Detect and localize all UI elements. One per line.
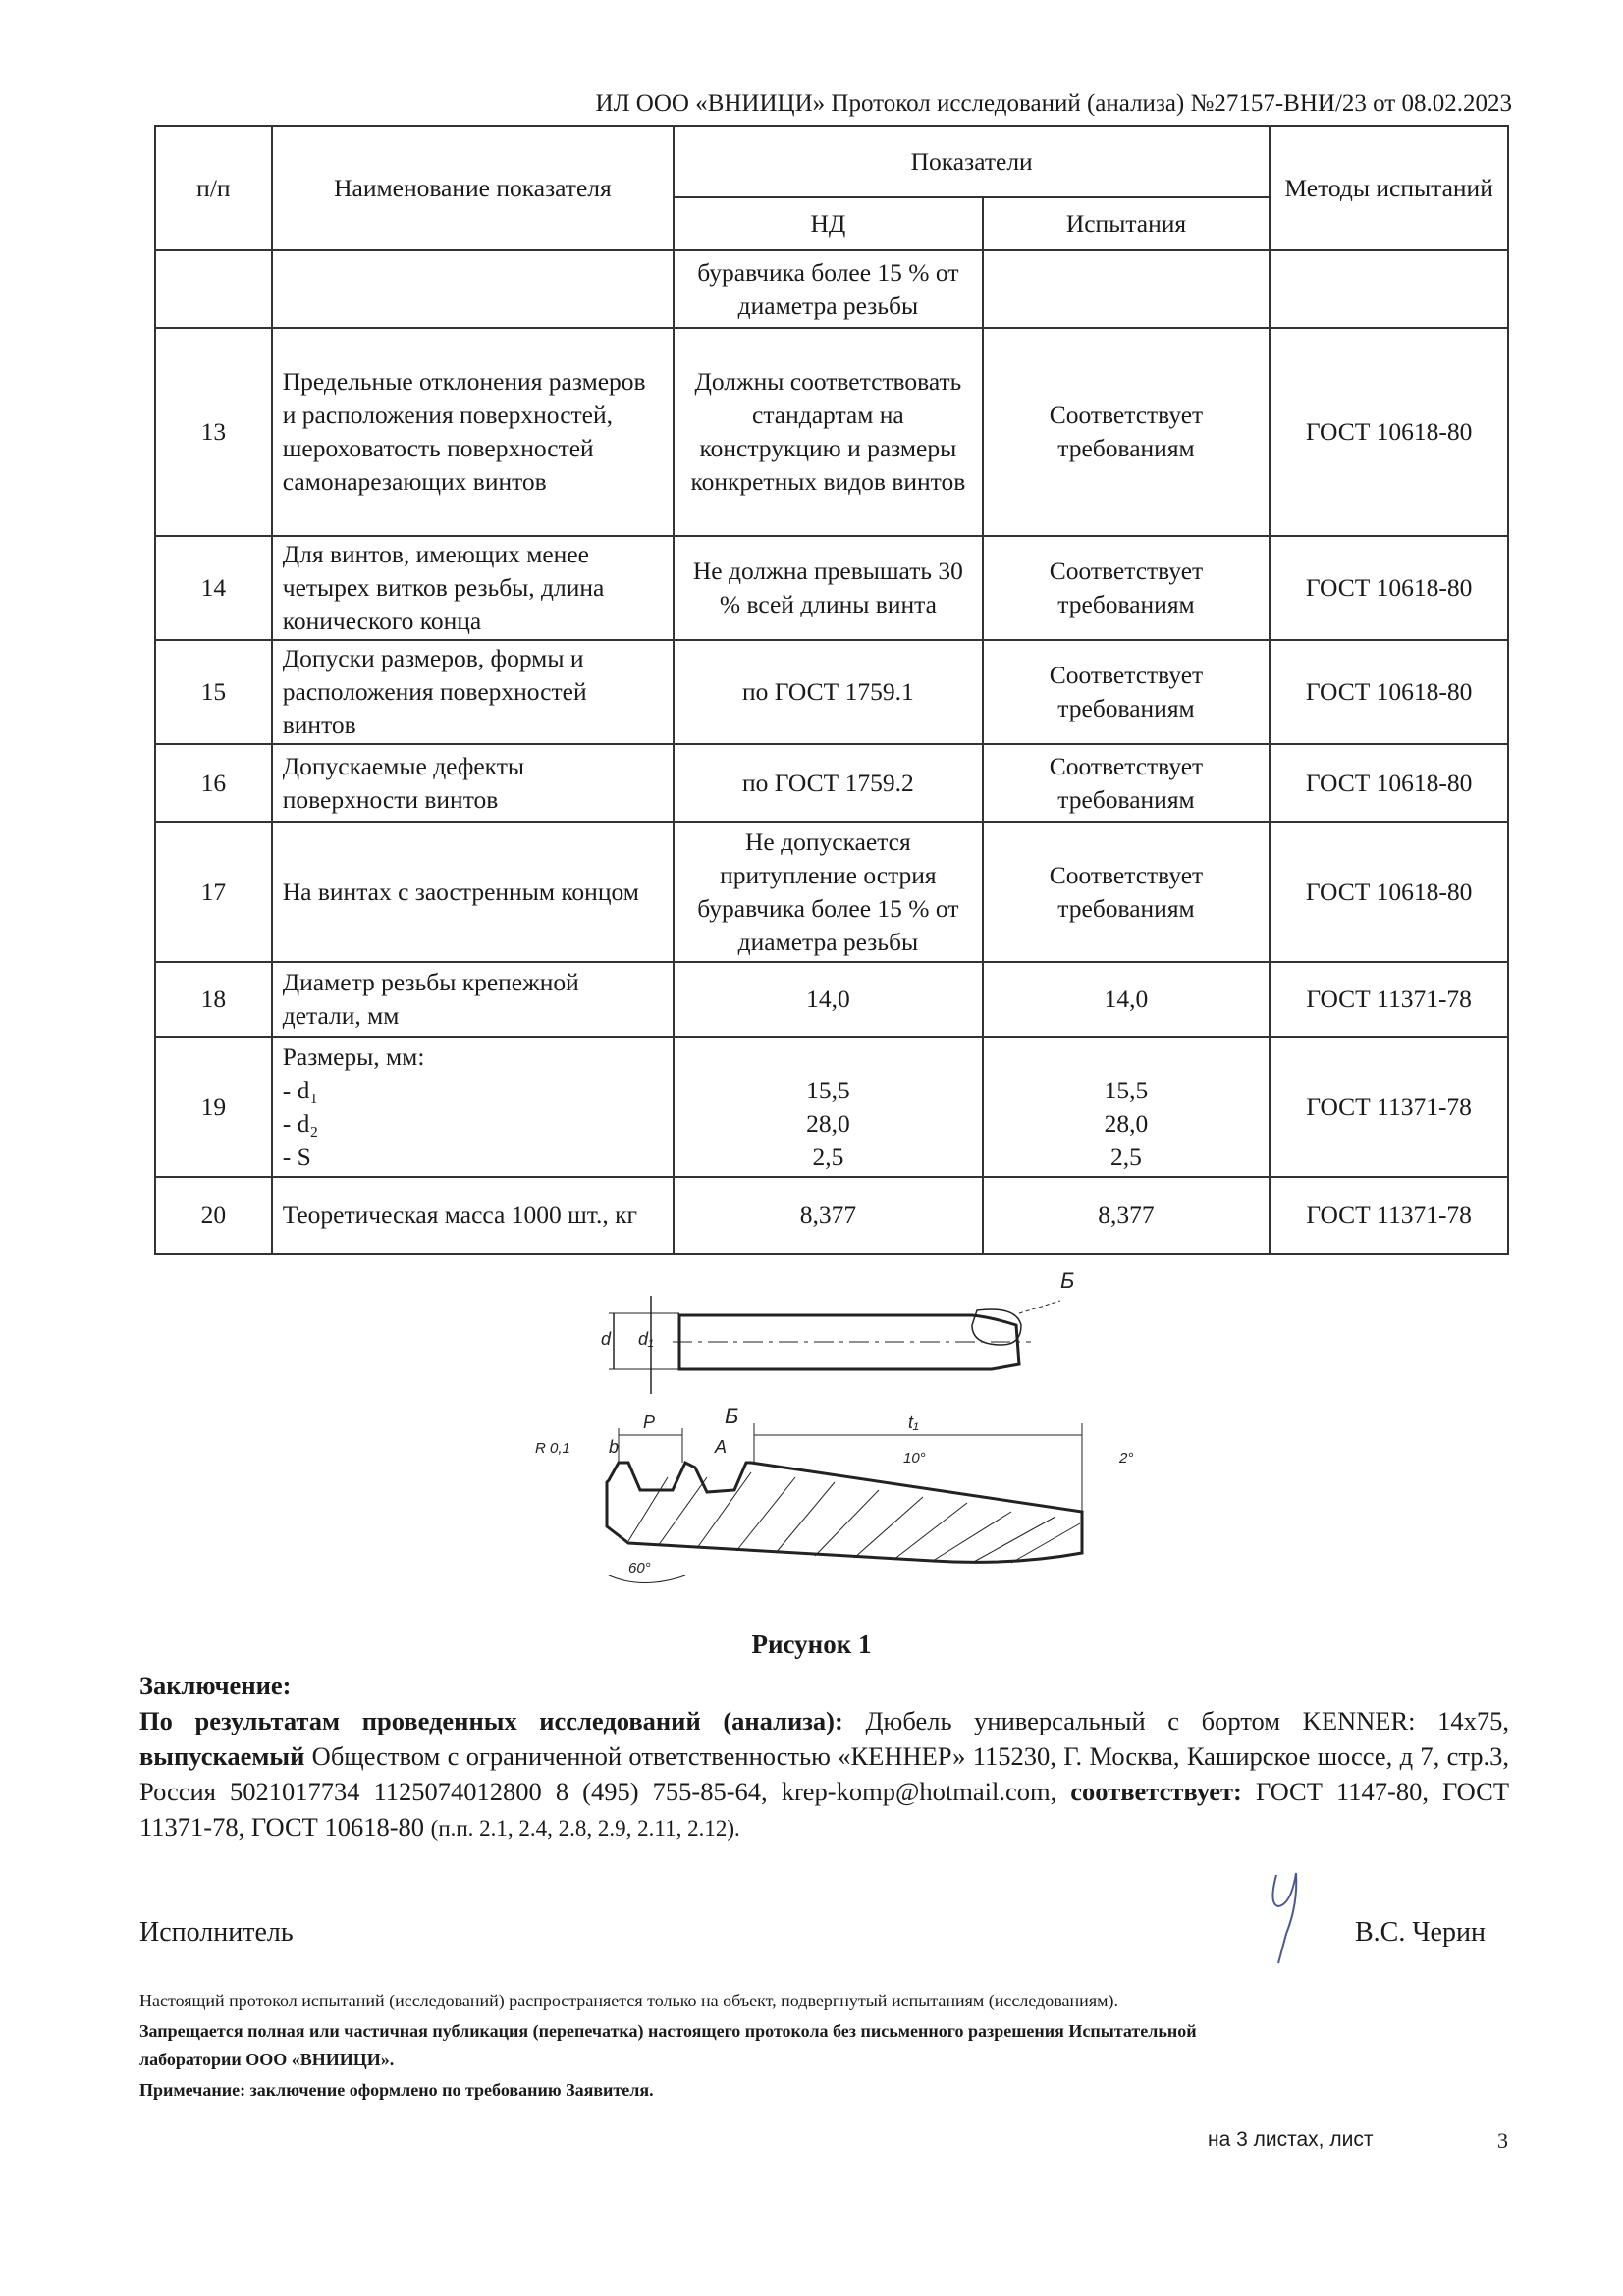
col-indicators-header: Показатели	[674, 126, 1270, 197]
cell-nd: 14,0	[674, 962, 983, 1037]
test-d1: 15,5	[1104, 1075, 1149, 1104]
cell-nd	[674, 1037, 983, 1177]
test-s: 2,5	[1110, 1142, 1142, 1171]
cell-num: 13	[155, 328, 272, 536]
note-remark: Примечание: заключение оформлено по требованию Заявителя.	[139, 2080, 654, 2100]
cell-nd: по ГОСТ 1759.1	[674, 640, 983, 744]
conclusion-standards: ГОСТ 1147-80, ГОСТ 11371-78, ГОСТ 10618-80	[139, 1777, 1510, 1842]
figure-caption: Рисунок 1	[751, 1629, 872, 1659]
cell-test: Соответствует требованиям	[983, 822, 1271, 962]
nd-d2: 28,0	[806, 1108, 850, 1138]
page-number: 3	[1497, 2128, 1508, 2153]
cell-method: ГОСТ 11371-78	[1270, 1177, 1508, 1254]
cell-nd: по ГОСТ 1759.2	[674, 744, 983, 822]
cell-method: ГОСТ 10618-80	[1270, 328, 1508, 536]
screw-side-view	[609, 1296, 1060, 1394]
table-row	[155, 1177, 1508, 1254]
cell-test: Соответствует требованиям	[983, 328, 1271, 536]
cell-nd: Не допускается притупление острия буравчика более 15 % от диаметра резьбы	[674, 822, 983, 962]
cell-test: Соответствует требованиям	[983, 744, 1271, 822]
cell-test: 14,0	[983, 962, 1271, 1037]
label-b-mid: Б	[725, 1404, 739, 1428]
conclusion-released: выпускаемый	[139, 1741, 305, 1771]
cell-method: ГОСТ 10618-80	[1270, 640, 1508, 744]
cell-name: Диаметр резьбы крепежной детали, мм	[272, 962, 674, 1037]
cell-nd: Не должна превышать 30 % всей длины винта	[674, 536, 983, 640]
col-nd-header: НД	[674, 197, 983, 250]
table-row	[155, 536, 1508, 640]
cell-name: Предельные отклонения размеров и расположения поверхностей, шероховатость поверхностей самонарезающих винтов	[272, 328, 674, 536]
col-test-header: Испытания	[983, 197, 1271, 250]
thread-section	[607, 1423, 1082, 1583]
dimensions-label: Размеры, мм:	[282, 1041, 425, 1071]
cell-nd: 8,377	[674, 1177, 983, 1254]
table-row	[155, 250, 1508, 328]
label-a: A	[715, 1437, 728, 1457]
table-row	[155, 640, 1508, 744]
cell-name: Теоретическая масса 1000 шт., кг	[272, 1177, 674, 1254]
conclusion-text	[139, 1703, 1509, 1846]
label-b-top: Б	[1060, 1268, 1075, 1293]
table-row	[155, 744, 1508, 822]
label-angle-10: 10°	[903, 1450, 926, 1467]
label-b: b	[609, 1437, 620, 1457]
label-angle-2: 2°	[1119, 1450, 1134, 1467]
cell-num: 16	[155, 744, 272, 822]
cell-nd: Должны соответствовать стандартам на конструкцию и размеры конкретных видов винтов	[674, 328, 983, 536]
results-table	[154, 125, 1509, 1255]
note-scope: Настоящий протокол испытаний (исследований) распространяется только на объект, подвергнутый испытаниям (исследованиям).	[139, 1991, 1118, 2010]
label-t1: t₁	[908, 1413, 919, 1432]
cell-num: 19	[155, 1037, 272, 1177]
table-row	[155, 328, 1508, 536]
conclusion-complies: соответствует:	[1070, 1777, 1242, 1806]
cell-num: 15	[155, 640, 272, 744]
col-methods-header: Методы испытаний	[1270, 126, 1508, 250]
cell-test: Соответствует требованиям	[983, 640, 1271, 744]
document-header: ИЛ ООО «ВНИИЦИ» Протокол исследований (анализа) №27157-ВНИ/23 от 08.02.2023	[595, 90, 1512, 117]
screw-thread-drawing	[511, 1266, 1149, 1620]
cell-name: На винтах с заостренным концом	[272, 822, 674, 962]
test-d2: 28,0	[1104, 1108, 1149, 1138]
cell-num: 17	[155, 822, 272, 962]
col-num-header: п/п	[155, 126, 272, 250]
cell-method: ГОСТ 11371-78	[1270, 1037, 1508, 1177]
nd-d1: 15,5	[806, 1075, 850, 1104]
cell-name: Допуски размеров, формы и расположения поверхностей винтов	[272, 640, 674, 744]
table-row	[155, 962, 1508, 1037]
cell-num: 18	[155, 962, 272, 1037]
note-prohibition: Запрещается полная или частичная публикация (перепечатка) настоящего протокола без письменного разрешения Испытательной	[139, 2021, 1197, 2041]
note-prohibition-cont: лаборатории ООО «ВНИИЦИ».	[139, 2050, 395, 2069]
cell-nd: буравчика более 15 % от диаметра резьбы	[674, 250, 983, 328]
dim-s-label: - S	[282, 1142, 311, 1171]
cell-test	[983, 1037, 1271, 1177]
cell-method: ГОСТ 10618-80	[1270, 744, 1508, 822]
cell-num: 14	[155, 536, 272, 640]
page-sheets: на 3 листах, лист	[1208, 2128, 1374, 2151]
nd-s: 2,5	[812, 1142, 844, 1171]
label-d1: d₁	[638, 1329, 654, 1349]
col-name-header: Наименование показателя	[272, 126, 674, 250]
table-row	[155, 822, 1508, 962]
cell-name: Для винтов, имеющих менее четырех витков резьбы, длина конического конца	[272, 536, 674, 640]
cell-name: Допускаемые дефекты поверхности винтов	[272, 744, 674, 822]
label-angle-60: 60°	[628, 1560, 651, 1576]
cell-test: Соответствует требованиям	[983, 536, 1271, 640]
cell-num: 20	[155, 1177, 272, 1254]
cell-test: 8,377	[983, 1177, 1271, 1254]
conclusion-title: Заключение:	[139, 1671, 292, 1700]
dim-d1-label: - d₁	[282, 1075, 319, 1104]
label-d: d	[601, 1329, 612, 1349]
conclusion-product: Дюбель универсальный с бортом KENNER: 14х75,	[842, 1706, 1509, 1735]
executor-label: Исполнитель	[139, 1917, 294, 1948]
executor-name: В.С. Черин	[1355, 1917, 1486, 1948]
handwritten-signature	[1257, 1865, 1316, 1973]
conclusion-clauses: (п.п. 2.1, 2.4, 2.8, 2.9, 2.11, 2.12).	[430, 1816, 740, 1841]
cell-method: ГОСТ 10618-80	[1270, 822, 1508, 962]
conclusion-manufacturer: Обществом с ограниченной ответственностью «КЕННЕР» 115230, Г. Москва, Каширское шоссе, д 7, стр.3, Россия 5021017734 1125074012800 8 (495) 755-85-64, krep-komp@hotmail.com,	[139, 1741, 1509, 1806]
cell-method: ГОСТ 11371-78	[1270, 962, 1508, 1037]
dim-d2-label: - d₂	[282, 1108, 319, 1138]
label-r: R 0,1	[535, 1440, 570, 1457]
cell-method: ГОСТ 10618-80	[1270, 536, 1508, 640]
table-row	[155, 1037, 1508, 1177]
cell-name	[272, 1037, 674, 1177]
label-p: P	[643, 1413, 656, 1432]
conclusion-lead: По результатам проведенных исследований (анализа):	[139, 1706, 843, 1735]
